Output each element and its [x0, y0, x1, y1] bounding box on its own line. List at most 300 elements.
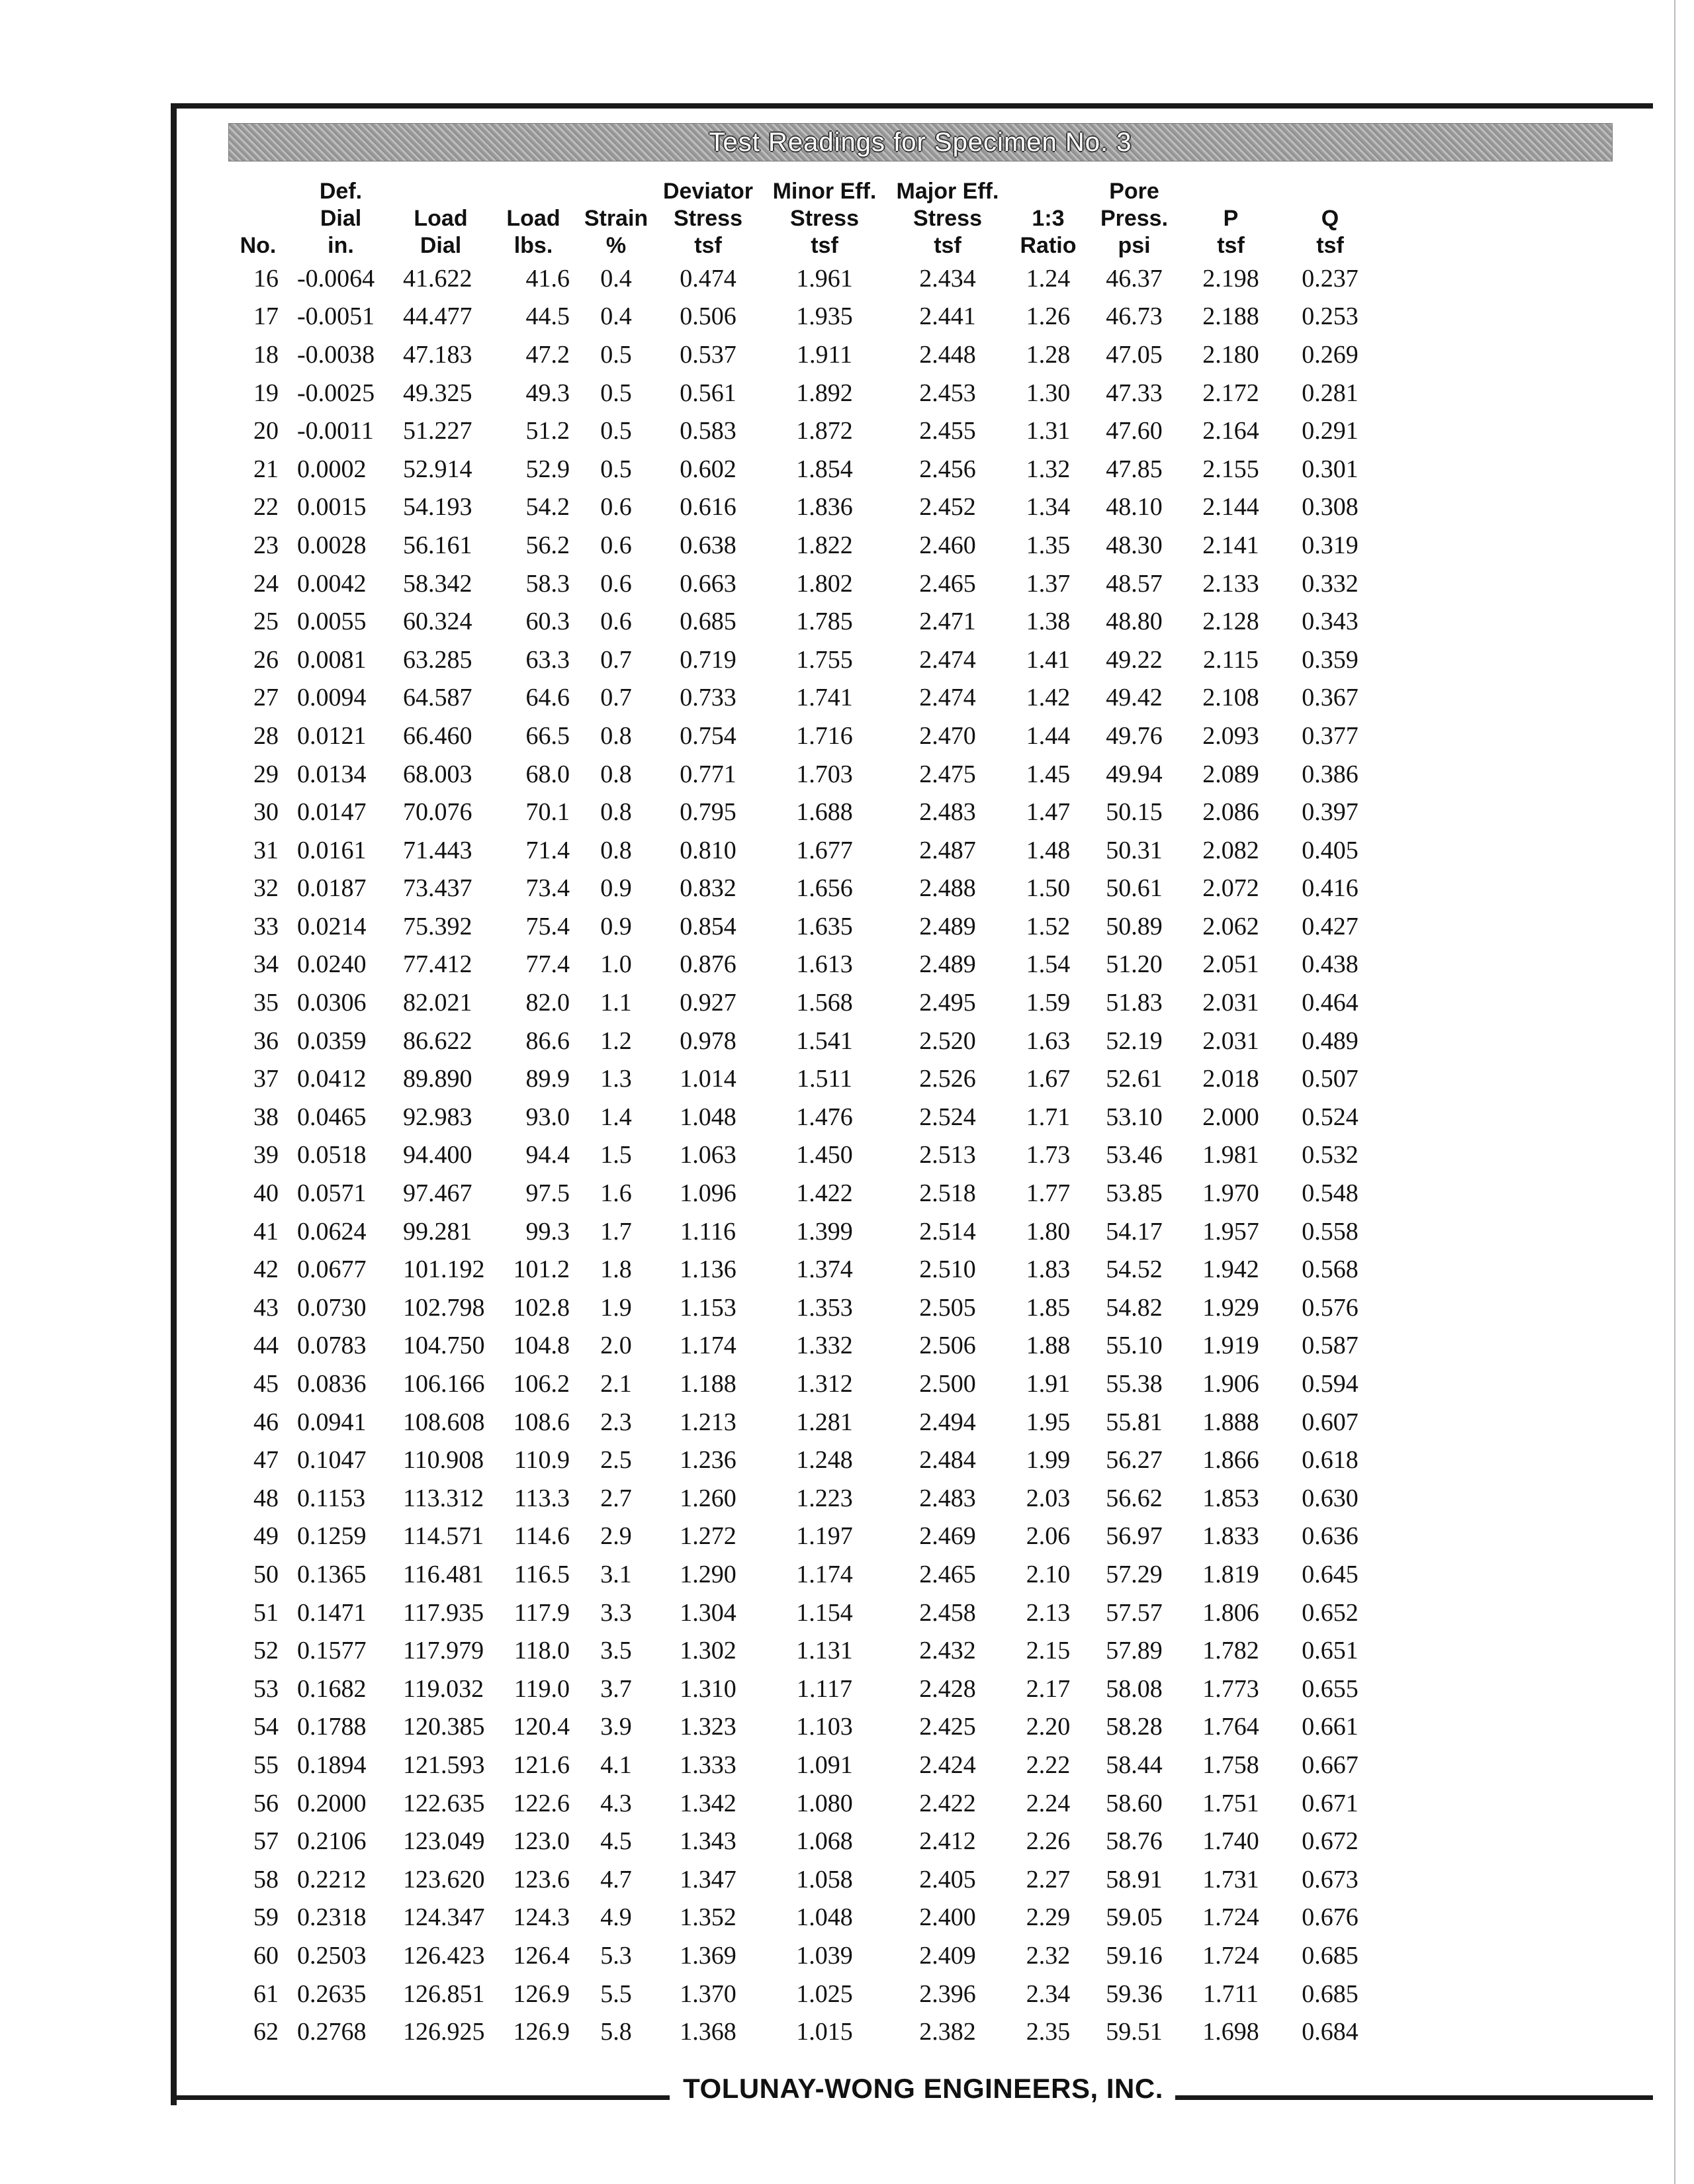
cell-q: 0.386 — [1302, 760, 1359, 788]
cell-major-eff-stress: 2.434 — [919, 264, 976, 293]
cell-pore-press: 57.57 — [1106, 1598, 1163, 1627]
cell-ratio: 2.06 — [1026, 1522, 1071, 1551]
cell-no: 55 — [253, 1751, 279, 1779]
cell-strain: 0.5 — [600, 340, 632, 369]
cell-no: 33 — [253, 912, 279, 940]
cell-def-dial: 0.1153 — [297, 1484, 366, 1512]
cell-load-lbs: 108.6 — [513, 1408, 570, 1436]
cell-ratio: 2.34 — [1026, 1979, 1071, 2008]
cell-load-dial: 110.908 — [403, 1446, 484, 1475]
cell-q: 0.438 — [1302, 950, 1359, 979]
cell-load-lbs: 124.3 — [513, 1903, 570, 1932]
cell-no: 43 — [253, 1293, 279, 1322]
cell-minor-eff-stress: 1.703 — [796, 760, 853, 788]
cell-def-dial: 0.0306 — [297, 989, 367, 1017]
cell-pore-press: 53.10 — [1106, 1103, 1163, 1131]
cell-p: 2.051 — [1202, 950, 1259, 979]
cell-no: 62 — [253, 2018, 279, 2046]
cell-load-dial: 123.049 — [403, 1827, 485, 1856]
cell-pore-press: 55.81 — [1106, 1408, 1163, 1436]
cell-major-eff-stress: 2.441 — [919, 302, 976, 331]
cell-load-lbs: 102.8 — [513, 1293, 570, 1322]
cell-strain: 0.5 — [600, 379, 632, 407]
cell-pore-press: 58.44 — [1106, 1751, 1163, 1779]
cell-def-dial: 0.0730 — [297, 1293, 367, 1322]
cell-deviator-stress: 1.096 — [680, 1179, 736, 1208]
cell-major-eff-stress: 2.474 — [919, 645, 976, 674]
cell-strain: 5.5 — [600, 1979, 632, 2008]
cell-major-eff-stress: 2.456 — [919, 455, 976, 483]
cell-p: 2.018 — [1202, 1065, 1259, 1093]
cell-minor-eff-stress: 1.281 — [796, 1408, 853, 1436]
cell-q: 0.237 — [1302, 264, 1359, 293]
cell-load-dial: 41.622 — [403, 264, 472, 293]
cell-p: 2.172 — [1202, 379, 1259, 407]
cell-strain: 1.5 — [600, 1141, 632, 1169]
cell-def-dial: 0.1577 — [297, 1637, 367, 1665]
cell-p: 2.062 — [1202, 912, 1259, 940]
cell-def-dial: 0.1894 — [297, 1751, 367, 1779]
cell-load-lbs: 63.3 — [525, 645, 570, 674]
cell-no: 60 — [253, 1941, 279, 1970]
cell-ratio: 2.26 — [1026, 1827, 1071, 1856]
cell-strain: 1.3 — [600, 1065, 632, 1093]
cell-strain: 2.7 — [600, 1484, 632, 1512]
cell-p: 1.906 — [1202, 1370, 1259, 1398]
cell-ratio: 2.10 — [1026, 1560, 1071, 1588]
cell-load-dial: 126.851 — [403, 1979, 485, 2008]
cell-p: 2.093 — [1202, 721, 1259, 750]
cell-q: 0.416 — [1302, 874, 1359, 903]
cell-def-dial: 0.0147 — [297, 798, 367, 827]
cell-pore-press: 49.94 — [1106, 760, 1163, 788]
cell-ratio: 2.17 — [1026, 1674, 1071, 1703]
cell-minor-eff-stress: 1.068 — [796, 1827, 853, 1856]
cell-deviator-stress: 1.333 — [680, 1751, 736, 1779]
cell-q: 0.332 — [1302, 569, 1359, 598]
cell-load-lbs: 93.0 — [525, 1103, 570, 1131]
cell-def-dial: 0.0028 — [297, 531, 367, 559]
cell-q: 0.655 — [1302, 1674, 1359, 1703]
cell-pore-press: 58.28 — [1106, 1713, 1163, 1741]
cell-major-eff-stress: 2.514 — [919, 1217, 976, 1246]
cell-strain: 1.6 — [600, 1179, 632, 1208]
cell-p: 2.188 — [1202, 302, 1259, 331]
column-header-load-lbs: Load lbs. — [506, 206, 560, 258]
table-row — [228, 1899, 1380, 1937]
cell-q: 0.532 — [1302, 1141, 1359, 1169]
cell-major-eff-stress: 2.520 — [919, 1026, 976, 1055]
cell-p: 2.086 — [1202, 798, 1259, 827]
cell-major-eff-stress: 2.400 — [919, 1903, 976, 1932]
cell-major-eff-stress: 2.510 — [919, 1255, 976, 1284]
cell-pore-press: 54.82 — [1106, 1293, 1163, 1322]
cell-ratio: 2.13 — [1026, 1598, 1071, 1627]
cell-pore-press: 54.52 — [1106, 1255, 1163, 1284]
cell-no: 45 — [253, 1370, 279, 1398]
cell-minor-eff-stress: 1.223 — [796, 1484, 853, 1512]
cell-minor-eff-stress: 1.716 — [796, 721, 853, 750]
cell-major-eff-stress: 2.488 — [919, 874, 976, 903]
cell-deviator-stress: 0.854 — [680, 912, 736, 940]
cell-deviator-stress: 1.342 — [680, 1789, 736, 1817]
cell-p: 1.833 — [1202, 1522, 1259, 1551]
cell-load-lbs: 86.6 — [525, 1026, 570, 1055]
cell-major-eff-stress: 2.489 — [919, 950, 976, 979]
cell-load-lbs: 121.6 — [513, 1751, 570, 1779]
cell-strain: 0.8 — [600, 798, 632, 827]
cell-q: 0.524 — [1302, 1103, 1359, 1131]
cell-minor-eff-stress: 1.048 — [796, 1903, 853, 1932]
cell-major-eff-stress: 2.424 — [919, 1751, 976, 1779]
cell-ratio: 2.22 — [1026, 1751, 1071, 1779]
cell-no: 25 — [253, 608, 279, 636]
table-row — [228, 1060, 1380, 1098]
cell-p: 1.957 — [1202, 1217, 1259, 1246]
table-row — [228, 717, 1380, 755]
cell-deviator-stress: 1.352 — [680, 1903, 736, 1932]
cell-load-lbs: 41.6 — [525, 264, 570, 293]
cell-load-dial: 63.285 — [403, 645, 472, 674]
cell-minor-eff-stress: 1.312 — [796, 1370, 853, 1398]
cell-q: 0.405 — [1302, 836, 1359, 864]
cell-minor-eff-stress: 1.961 — [796, 264, 853, 293]
cell-strain: 5.8 — [600, 2018, 632, 2046]
cell-def-dial: 0.0134 — [297, 760, 367, 788]
cell-major-eff-stress: 2.452 — [919, 493, 976, 522]
cell-p: 1.740 — [1202, 1827, 1259, 1856]
cell-minor-eff-stress: 1.872 — [796, 417, 853, 445]
cell-minor-eff-stress: 1.422 — [796, 1179, 853, 1208]
cell-no: 52 — [253, 1637, 279, 1665]
cell-major-eff-stress: 2.487 — [919, 836, 976, 864]
cell-minor-eff-stress: 1.802 — [796, 569, 853, 598]
column-header-p: P tsf — [1217, 206, 1245, 258]
cell-p: 2.144 — [1202, 493, 1259, 522]
cell-load-dial: 52.914 — [403, 455, 472, 483]
cell-strain: 3.3 — [600, 1598, 632, 1627]
cell-major-eff-stress: 2.489 — [919, 912, 976, 940]
cell-no: 19 — [253, 379, 279, 407]
cell-no: 26 — [253, 645, 279, 674]
cell-load-lbs: 71.4 — [525, 836, 570, 864]
table-row — [228, 1631, 1380, 1670]
cell-strain: 3.7 — [600, 1674, 632, 1703]
cell-p: 1.919 — [1202, 1332, 1259, 1360]
cell-def-dial: 0.0941 — [297, 1408, 367, 1436]
cell-p: 2.128 — [1202, 608, 1259, 636]
table-row — [228, 1289, 1380, 1327]
cell-no: 28 — [253, 721, 279, 750]
table-row — [228, 641, 1380, 679]
cell-p: 2.198 — [1202, 264, 1259, 293]
cell-strain: 0.8 — [600, 760, 632, 788]
cell-no: 23 — [253, 531, 279, 559]
cell-no: 54 — [253, 1713, 279, 1741]
cell-deviator-stress: 0.663 — [680, 569, 736, 598]
cell-major-eff-stress: 2.465 — [919, 1560, 976, 1588]
cell-pore-press: 48.80 — [1106, 608, 1163, 636]
cell-q: 0.367 — [1302, 684, 1359, 712]
cell-no: 32 — [253, 874, 279, 903]
cell-def-dial: 0.0624 — [297, 1217, 367, 1246]
cell-pore-press: 47.05 — [1106, 340, 1163, 369]
cell-deviator-stress: 0.583 — [680, 417, 736, 445]
cell-ratio: 1.38 — [1026, 608, 1071, 636]
column-header-major-eff-stress: Major Eff. Stress tsf — [896, 179, 999, 258]
cell-no: 48 — [253, 1484, 279, 1512]
cell-pore-press: 49.76 — [1106, 721, 1163, 750]
cell-load-dial: 47.183 — [403, 340, 472, 369]
cell-load-dial: 73.437 — [403, 874, 472, 903]
cell-minor-eff-stress: 1.332 — [796, 1332, 853, 1360]
cell-deviator-stress: 1.014 — [680, 1065, 736, 1093]
cell-p: 1.731 — [1202, 1865, 1259, 1893]
cell-ratio: 1.99 — [1026, 1446, 1071, 1475]
cell-def-dial: 0.0465 — [297, 1103, 367, 1131]
cell-load-lbs: 73.4 — [525, 874, 570, 903]
cell-p: 1.888 — [1202, 1408, 1259, 1436]
cell-no: 42 — [253, 1255, 279, 1284]
cell-deviator-stress: 1.369 — [680, 1941, 736, 1970]
cell-q: 0.685 — [1302, 1941, 1359, 1970]
cell-load-dial: 116.481 — [403, 1560, 484, 1588]
title-banner — [228, 123, 1613, 161]
cell-minor-eff-stress: 1.836 — [796, 493, 853, 522]
cell-deviator-stress: 1.304 — [680, 1598, 736, 1627]
cell-pore-press: 55.38 — [1106, 1370, 1163, 1398]
cell-q: 0.568 — [1302, 1255, 1359, 1284]
cell-pore-press: 57.29 — [1106, 1560, 1163, 1588]
cell-strain: 4.9 — [600, 1903, 632, 1932]
cell-pore-press: 51.20 — [1106, 950, 1163, 979]
cell-pore-press: 58.76 — [1106, 1827, 1163, 1856]
table-row — [228, 1860, 1380, 1899]
cell-ratio: 1.31 — [1026, 417, 1071, 445]
cell-load-lbs: 60.3 — [525, 608, 570, 636]
cell-strain: 0.4 — [600, 264, 632, 293]
cell-q: 0.308 — [1302, 493, 1359, 522]
cell-major-eff-stress: 2.500 — [919, 1370, 976, 1398]
cell-q: 0.672 — [1302, 1827, 1359, 1856]
cell-ratio: 1.73 — [1026, 1141, 1071, 1169]
cell-major-eff-stress: 2.465 — [919, 569, 976, 598]
cell-strain: 3.1 — [600, 1560, 632, 1588]
cell-p: 2.141 — [1202, 531, 1259, 559]
cell-pore-press: 54.17 — [1106, 1217, 1163, 1246]
cell-load-lbs: 54.2 — [525, 493, 570, 522]
cell-deviator-stress: 1.302 — [680, 1637, 736, 1665]
cell-strain: 0.6 — [600, 531, 632, 559]
cell-load-lbs: 68.0 — [525, 760, 570, 788]
cell-q: 0.576 — [1302, 1293, 1359, 1322]
table-row — [228, 374, 1380, 412]
cell-no: 31 — [253, 836, 279, 864]
cell-pore-press: 50.31 — [1106, 836, 1163, 864]
cell-load-dial: 68.003 — [403, 760, 472, 788]
cell-no: 61 — [253, 1979, 279, 2008]
cell-minor-eff-stress: 1.248 — [796, 1446, 853, 1475]
table-row — [228, 1327, 1380, 1365]
cell-pore-press: 53.46 — [1106, 1141, 1163, 1169]
cell-ratio: 1.45 — [1026, 760, 1071, 788]
cell-ratio: 2.35 — [1026, 2018, 1071, 2046]
cell-minor-eff-stress: 1.755 — [796, 645, 853, 674]
table-row — [228, 1936, 1380, 1975]
cell-no: 40 — [253, 1179, 279, 1208]
cell-minor-eff-stress: 1.688 — [796, 798, 853, 827]
cell-deviator-stress: 0.733 — [680, 684, 736, 712]
cell-load-dial: 117.935 — [403, 1598, 484, 1627]
cell-load-dial: 89.890 — [403, 1065, 472, 1093]
cell-major-eff-stress: 2.518 — [919, 1179, 976, 1208]
cell-pore-press: 50.15 — [1106, 798, 1163, 827]
cell-def-dial: 0.1365 — [297, 1560, 367, 1588]
cell-load-dial: 117.979 — [403, 1637, 484, 1665]
table-row — [228, 870, 1380, 908]
cell-ratio: 1.80 — [1026, 1217, 1071, 1246]
cell-load-lbs: 75.4 — [525, 912, 570, 940]
cell-def-dial: 0.0187 — [297, 874, 367, 903]
cell-minor-eff-stress: 1.154 — [796, 1598, 853, 1627]
cell-def-dial: 0.0121 — [297, 721, 367, 750]
table-row — [228, 2013, 1380, 2051]
cell-p: 1.758 — [1202, 1751, 1259, 1779]
cell-ratio: 1.41 — [1026, 645, 1071, 674]
cell-def-dial: 0.2503 — [297, 1941, 367, 1970]
cell-no: 46 — [253, 1408, 279, 1436]
cell-minor-eff-stress: 1.635 — [796, 912, 853, 940]
cell-major-eff-stress: 2.484 — [919, 1446, 976, 1475]
cell-minor-eff-stress: 1.174 — [796, 1560, 853, 1588]
cell-no: 16 — [253, 264, 279, 293]
cell-minor-eff-stress: 1.613 — [796, 950, 853, 979]
table-row — [228, 412, 1380, 450]
cell-def-dial: -0.0038 — [297, 340, 375, 369]
cell-major-eff-stress: 2.474 — [919, 684, 976, 712]
cell-minor-eff-stress: 1.117 — [796, 1674, 853, 1703]
cell-p: 1.970 — [1202, 1179, 1259, 1208]
table-row — [228, 1136, 1380, 1175]
cell-strain: 0.5 — [600, 455, 632, 483]
table-row — [228, 793, 1380, 831]
cell-load-lbs: 49.3 — [525, 379, 570, 407]
cell-no: 53 — [253, 1674, 279, 1703]
cell-def-dial: 0.0055 — [297, 608, 367, 636]
cell-strain: 0.7 — [600, 645, 632, 674]
cell-strain: 4.7 — [600, 1865, 632, 1893]
cell-no: 30 — [253, 798, 279, 827]
cell-q: 0.253 — [1302, 302, 1359, 331]
cell-q: 0.343 — [1302, 608, 1359, 636]
cell-deviator-stress: 1.310 — [680, 1674, 736, 1703]
cell-p: 2.031 — [1202, 1026, 1259, 1055]
cell-minor-eff-stress: 1.822 — [796, 531, 853, 559]
table-row — [228, 565, 1380, 603]
cell-load-lbs: 97.5 — [525, 1179, 570, 1208]
cell-load-lbs: 104.8 — [513, 1332, 570, 1360]
cell-q: 0.558 — [1302, 1217, 1359, 1246]
cell-p: 2.082 — [1202, 836, 1259, 864]
cell-ratio: 1.95 — [1026, 1408, 1071, 1436]
cell-p: 1.764 — [1202, 1713, 1259, 1741]
cell-strain: 2.3 — [600, 1408, 632, 1436]
cell-load-dial: 66.460 — [403, 721, 472, 750]
cell-load-dial: 44.477 — [403, 302, 472, 331]
cell-no: 38 — [253, 1103, 279, 1131]
cell-q: 0.671 — [1302, 1789, 1359, 1817]
cell-load-lbs: 82.0 — [525, 989, 570, 1017]
cell-no: 39 — [253, 1141, 279, 1169]
cell-no: 50 — [253, 1560, 279, 1588]
table-row — [228, 526, 1380, 565]
cell-load-dial: 77.412 — [403, 950, 472, 979]
cell-ratio: 1.26 — [1026, 302, 1071, 331]
cell-minor-eff-stress: 1.541 — [796, 1026, 853, 1055]
frame-bottom-rule-left — [173, 2095, 670, 2100]
cell-major-eff-stress: 2.469 — [919, 1522, 976, 1551]
cell-strain: 0.9 — [600, 912, 632, 940]
cell-major-eff-stress: 2.506 — [919, 1332, 976, 1360]
cell-load-dial: 101.192 — [403, 1255, 485, 1284]
table-row — [228, 1403, 1380, 1441]
cell-deviator-stress: 0.876 — [680, 950, 736, 979]
cell-deviator-stress: 1.368 — [680, 2018, 736, 2046]
cell-major-eff-stress: 2.526 — [919, 1065, 976, 1093]
cell-p: 2.089 — [1202, 760, 1259, 788]
cell-def-dial: 0.0214 — [297, 912, 367, 940]
cell-minor-eff-stress: 1.892 — [796, 379, 853, 407]
cell-load-dial: 126.423 — [403, 1941, 485, 1970]
cell-no: 57 — [253, 1827, 279, 1856]
cell-load-lbs: 126.4 — [513, 1941, 570, 1970]
cell-def-dial: 0.0002 — [297, 455, 367, 483]
cell-pore-press: 59.05 — [1106, 1903, 1163, 1932]
cell-load-dial: 75.392 — [403, 912, 472, 940]
cell-deviator-stress: 1.136 — [680, 1255, 736, 1284]
cell-strain: 1.8 — [600, 1255, 632, 1284]
cell-load-lbs: 89.9 — [525, 1065, 570, 1093]
cell-q: 0.377 — [1302, 721, 1359, 750]
cell-minor-eff-stress: 1.015 — [796, 2018, 853, 2046]
cell-strain: 0.6 — [600, 608, 632, 636]
cell-def-dial: 0.2768 — [297, 2018, 367, 2046]
cell-pore-press: 50.61 — [1106, 874, 1163, 903]
cell-ratio: 1.77 — [1026, 1179, 1071, 1208]
cell-def-dial: 0.0412 — [297, 1065, 367, 1093]
cell-pore-press: 47.33 — [1106, 379, 1163, 407]
frame-bottom-rule-right — [1175, 2095, 1653, 2100]
cell-p: 1.819 — [1202, 1560, 1259, 1588]
cell-pore-press: 52.19 — [1106, 1026, 1163, 1055]
cell-load-dial: 64.587 — [403, 684, 472, 712]
cell-pore-press: 51.83 — [1106, 989, 1163, 1017]
cell-no: 58 — [253, 1865, 279, 1893]
cell-q: 0.645 — [1302, 1560, 1359, 1588]
cell-deviator-stress: 0.616 — [680, 493, 736, 522]
cell-strain: 4.1 — [600, 1751, 632, 1779]
cell-minor-eff-stress: 1.854 — [796, 455, 853, 483]
cell-load-lbs: 77.4 — [525, 950, 570, 979]
cell-q: 0.652 — [1302, 1598, 1359, 1627]
table-row — [228, 602, 1380, 641]
table-row — [228, 1708, 1380, 1747]
cell-q: 0.464 — [1302, 989, 1359, 1017]
cell-pore-press: 58.08 — [1106, 1674, 1163, 1703]
cell-deviator-stress: 1.236 — [680, 1446, 736, 1475]
cell-p: 2.108 — [1202, 684, 1259, 712]
table-row — [228, 1975, 1380, 2013]
